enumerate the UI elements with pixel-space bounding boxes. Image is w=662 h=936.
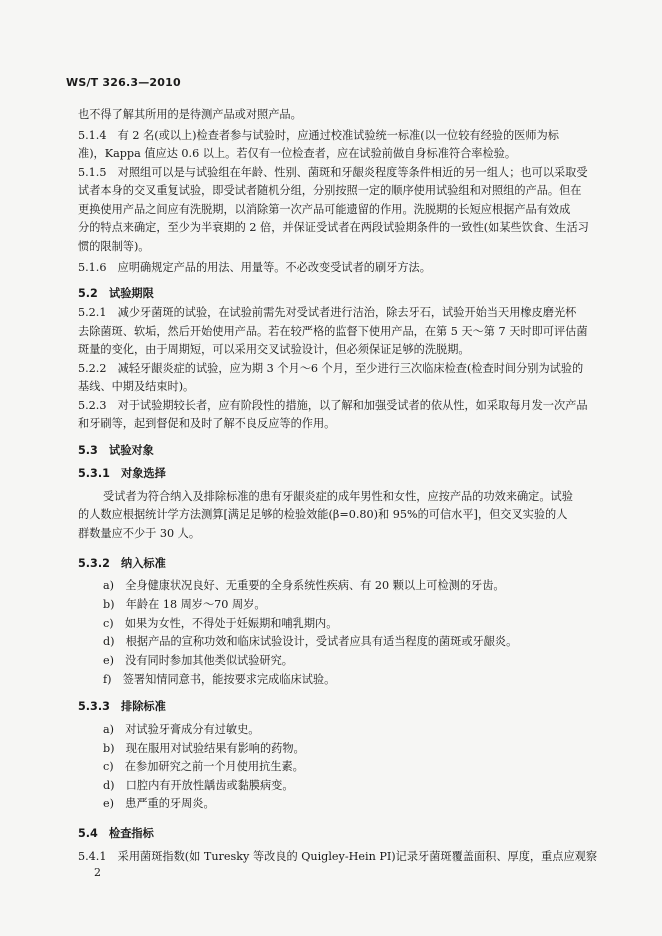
paragraph-line: 更换使用产品之间应有洗脱期，以消除第一次产品可能遗留的作用。洗脱期的长短应根据产品有效成	[78, 203, 571, 216]
exclusion-item: e) 患严重的牙周炎。	[103, 797, 215, 810]
exclusion-item: b) 现在服用对试验结果有影响的药物。	[103, 742, 305, 755]
paragraph-line: 受试者为符合纳入及排除标准的患有牙龈炎症的成年男性和女性，应按产品的功效来确定。试验	[103, 490, 573, 503]
inclusion-item: d) 根据产品的宣称功效和临床试验设计，受试者应具有适当程度的菌斑或牙龈炎。	[103, 635, 518, 648]
inclusion-item: b) 年龄在 18 周岁～70 周岁。	[103, 598, 266, 611]
subsection-heading-5-3-3: 5.3.3 排除标准	[78, 700, 166, 713]
subsection-heading-5-3-2: 5.3.2 纳入标准	[78, 557, 166, 570]
exclusion-item: d) 口腔内有开放性龋齿或黏膜病变。	[103, 779, 294, 792]
inclusion-item: f) 签署知情同意书，能按要求完成临床试验。	[103, 673, 336, 686]
exclusion-item: a) 对试验牙膏成分有过敏史。	[103, 723, 260, 736]
clause-5-1-6: 5.1.6 应明确规定产品的用法、用量等。不必改变受试者的刷牙方法。	[78, 261, 431, 274]
document-code-header: WS/T 326.3—2010	[66, 76, 181, 89]
paragraph-line: 群数量应不少于 30 人。	[78, 527, 201, 540]
inclusion-item: c) 如果为女性，不得处于妊娠期和哺乳期内。	[103, 617, 338, 630]
section-heading-5-3: 5.3 试验对象	[78, 444, 154, 457]
section-heading-5-4: 5.4 检查指标	[78, 827, 154, 840]
exclusion-item: c) 在参加研究之前一个月使用抗生素。	[103, 760, 304, 773]
paragraph-line: 的人数应根据统计学方法测算[满足足够的检验效能(β=0.80)和 95%的可信水平]，但交叉实验的人	[78, 508, 568, 521]
paragraph-line: 惯的限制等)。	[78, 240, 150, 253]
clause-5-4-1: 5.4.1 采用菌斑指数(如 Turesky 等改良的 Quigley-Hein PI)记录牙菌斑覆盖面积、厚度，重点应观察	[78, 850, 598, 863]
inclusion-item: e) 没有同时参加其他类似试验研究。	[103, 654, 293, 667]
paragraph-line: 基线、中期及结束时)。	[78, 380, 195, 393]
paragraph-line: 和牙刷等，起到督促和及时了解不良反应等的作用。	[78, 417, 336, 430]
paragraph-line: 分的特点来确定，至少为半衰期的 2 倍，并保证受试者在两段试验期条件的一致性(如某些饮食、生活习	[78, 221, 589, 234]
clause-5-2-2: 5.2.2 减轻牙龈炎症的试验，应为期 3 个月～6 个月，至少进行三次临床检查(检查时间分别为试验的	[78, 362, 584, 375]
paragraph-line: 斑量的变化，由于周期短，可以采用交叉试验设计，但必须保证足够的洗脱期。	[78, 343, 470, 356]
clause-5-2-1: 5.2.1 减少牙菌斑的试验，在试验前需先对受试者进行洁治，除去牙石，试验开始当天用橡皮磨光杯	[78, 306, 577, 319]
paragraph-line: 也不得了解其所用的是待测产品或对照产品。	[78, 108, 302, 121]
subsection-heading-5-3-1: 5.3.1 对象选择	[78, 467, 166, 480]
page-number: 2	[94, 866, 101, 879]
clause-5-1-5: 5.1.5 对照组可以是与试验组在年龄、性别、菌斑和牙龈炎程度等条件相近的另一组人；也可以采取受	[78, 166, 588, 179]
paragraph-line: 准)，Kappa 值应达 0.6 以上。若仅有一位检查者，应在试验前做自身标准符合率检验。	[78, 147, 517, 160]
clause-5-2-3: 5.2.3 对于试验期较长者，应有阶段性的措施，以了解和加强受试者的依从性，如采取每月发一次产品	[78, 399, 588, 412]
clause-5-1-4: 5.1.4 有 2 名(或以上)检查者参与试验时，应通过校准试验统一标准(以一位较有经验的医师为标	[78, 129, 559, 142]
paragraph-line: 去除菌斑、软垢，然后开始使用产品。若在较严格的监督下使用产品，在第 5 天～第 7 天时即可评估菌	[78, 325, 588, 338]
section-heading-5-2: 5.2 试验期限	[78, 287, 154, 300]
paragraph-line: 试者本身的交叉重复试验，即受试者随机分组，分别按照一定的顺序使用试验组和对照组的产品。但在	[78, 184, 582, 197]
inclusion-item: a) 全身健康状况良好、无重要的全身系统性疾病、有 20 颗以上可检测的牙齿。	[103, 579, 505, 592]
